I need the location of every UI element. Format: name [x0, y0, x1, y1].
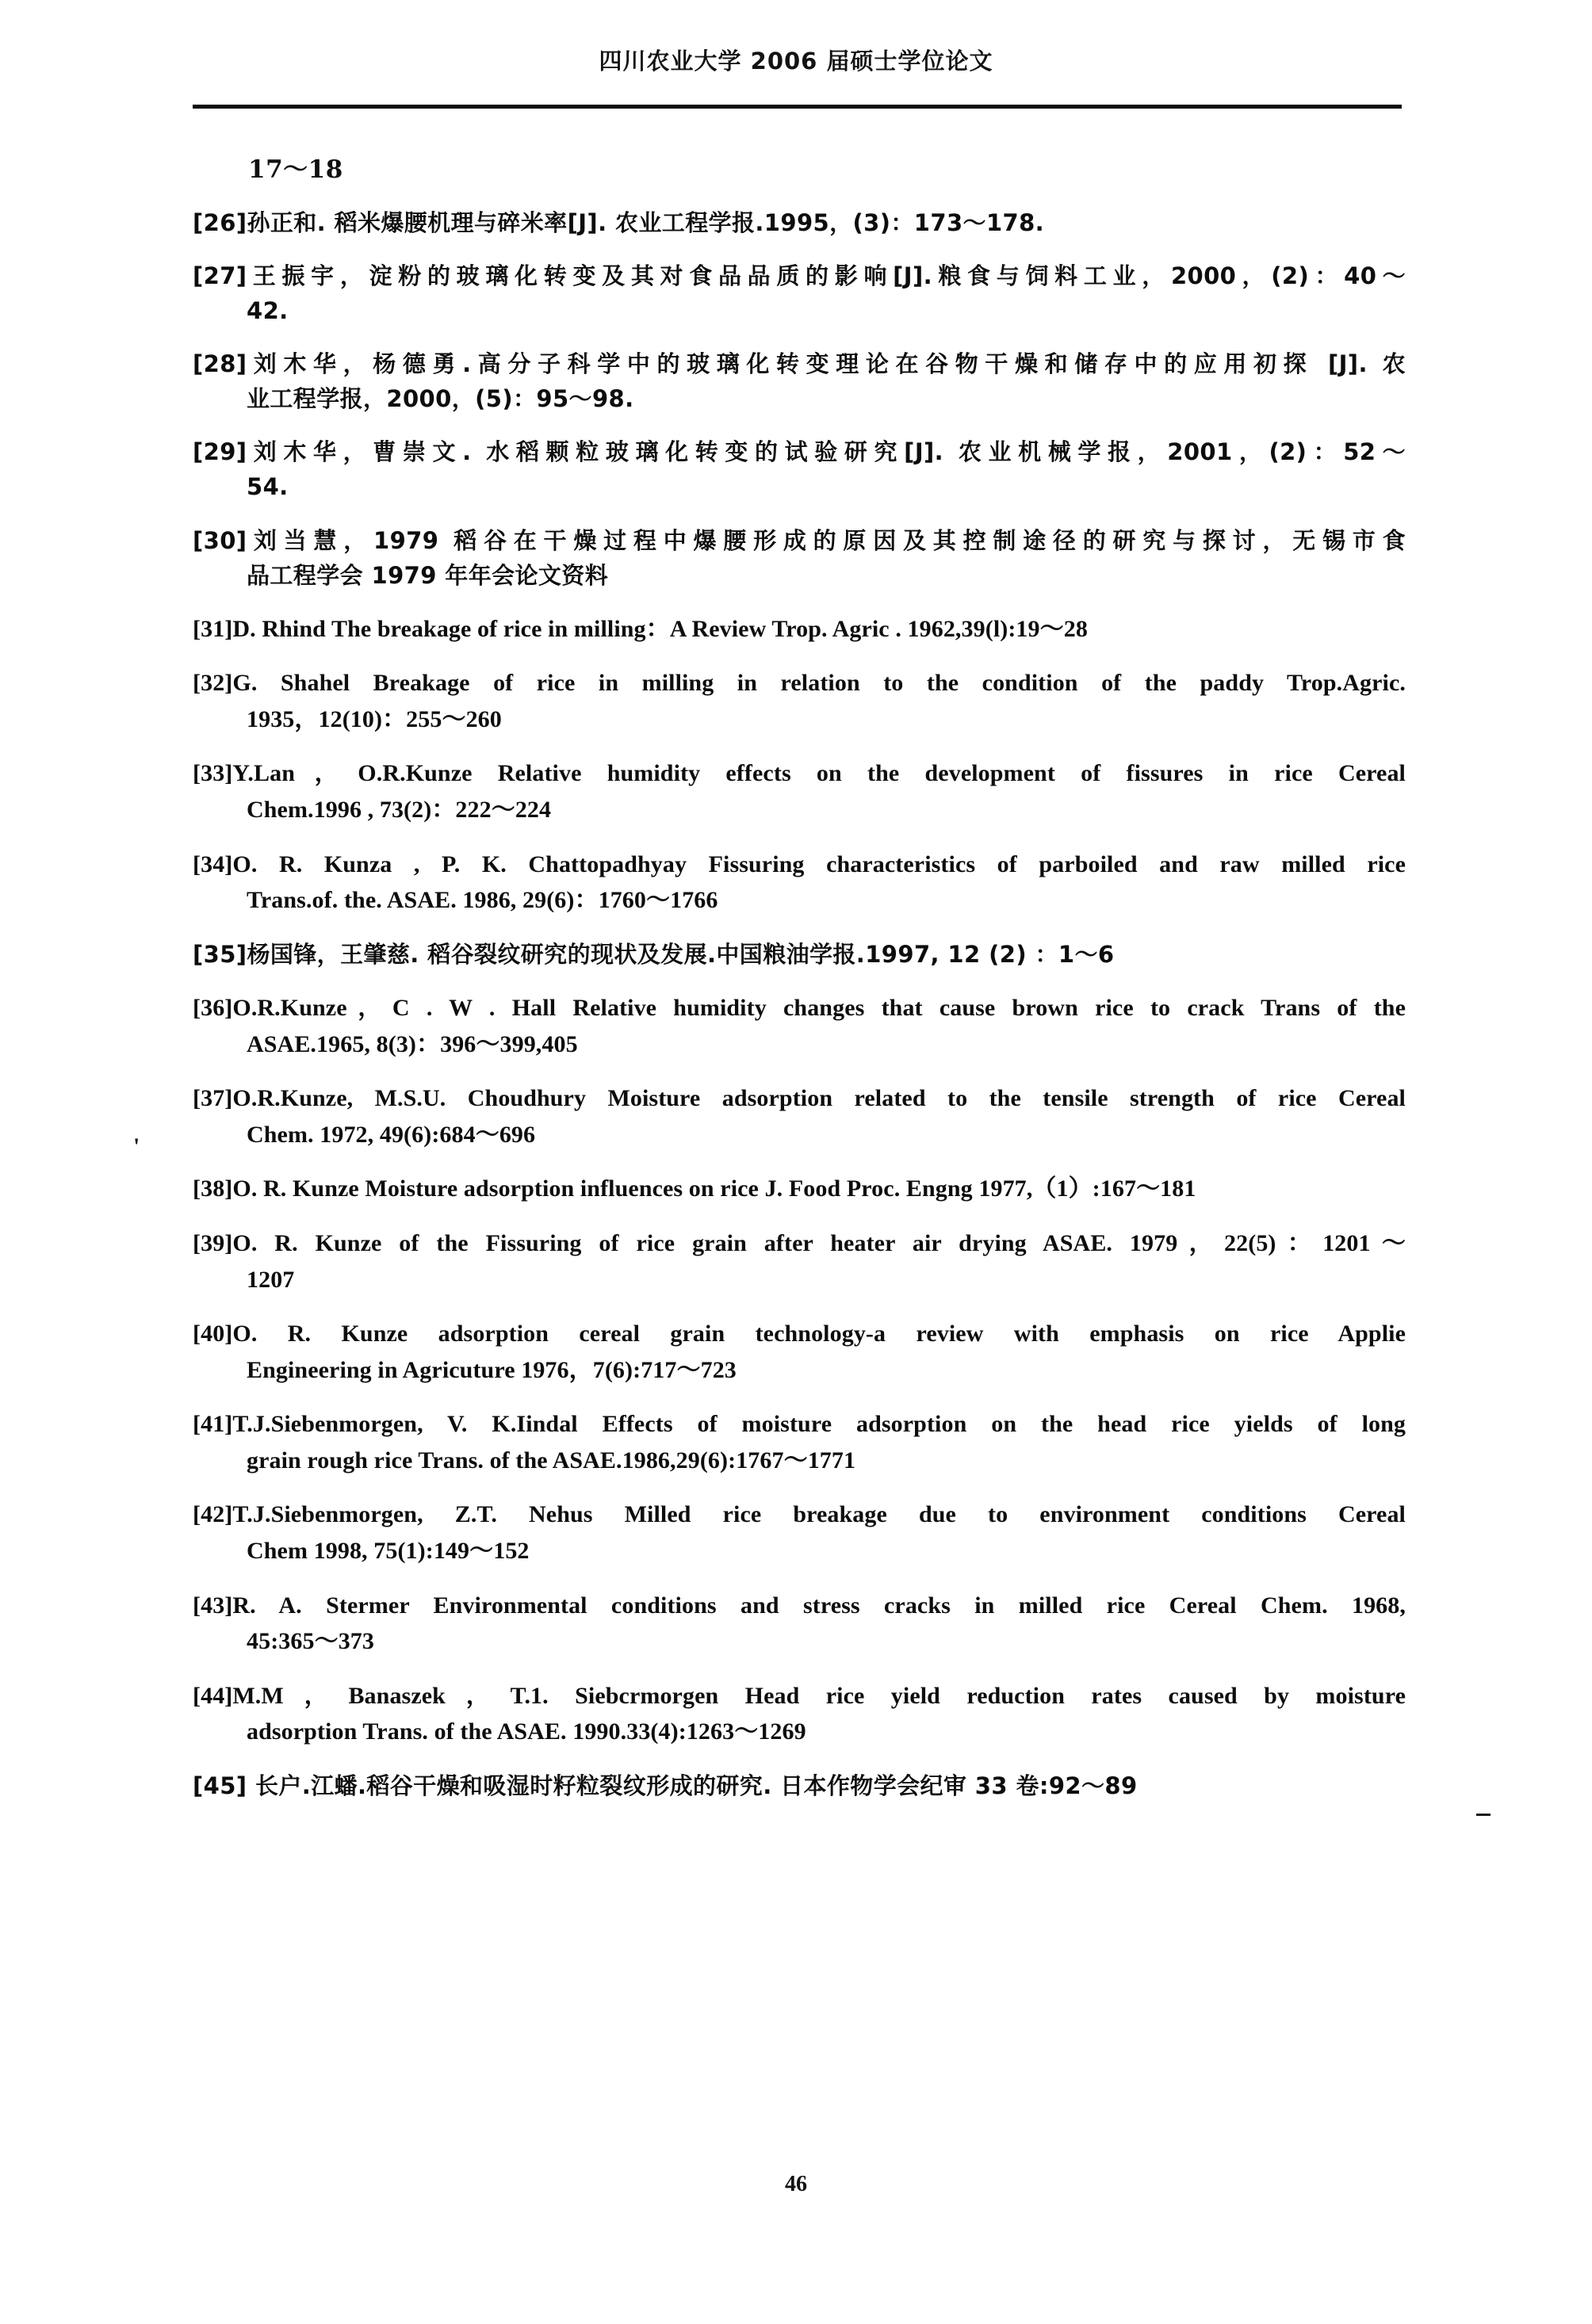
reference-entry [193, 1496, 1406, 1569]
page-number: 46 [785, 2172, 807, 2196]
reference-first-line: [39]O. R. Kunze of the Fissuring of rice grain after heater air drying ASAE. 1979，22(5)：1201～ [193, 1229, 1406, 1256]
reference-entry [193, 611, 1406, 648]
reference-first-line: [26]孙正和. 稻米爆腰机理与碎米率[J]. 农业工程学报.1995，(3)：173～178. [193, 209, 1045, 236]
reference-entry [193, 258, 1406, 328]
reference-first-line: [27]王振宇，淀粉的玻璃化转变及其对食品品质的影响[J].粮食与饲料工业，2000，(2)：40～ [193, 262, 1406, 290]
reference-entry [193, 205, 1406, 240]
reference-first-line: [35]杨国锋，王肇慈. 稻谷裂纹研究的现状及发展.中国粮油学报.1997, 12 (2) ：1～6 [193, 940, 1115, 968]
reference-first-line: [41]T.J.Siebenmorgen, V. K.Iindal Effects of moisture adsorption on the head rice yields of long [193, 1411, 1406, 1438]
reference-entry [193, 1678, 1406, 1750]
reference-entry [193, 665, 1406, 737]
page-header [190, 49, 1402, 105]
reference-continuation-line: Chem.1996 , 73(2)：222～224 [247, 797, 552, 824]
reference-first-line: [36]O.R.Kunze，C . W . Hall Relative humidity changes that cause brown rice to crack Trans of the [193, 994, 1406, 1021]
reference-continuation-line: 54. [247, 473, 289, 501]
references-list [193, 149, 1406, 1821]
reference-entry [193, 990, 1406, 1062]
reference-entry [193, 1080, 1406, 1152]
reference-entry [193, 755, 1406, 828]
reference-entry [193, 1406, 1406, 1478]
reference-continuation-line: Trans.of. the. ASAE. 1986, 29(6)：1760～1766 [247, 887, 718, 914]
reference-entry [193, 523, 1406, 593]
reference-first-line: [31]D. Rhind The breakage of rice in milling：A Review Trop. Agric . 1962,39(l):19～28 [193, 615, 1088, 642]
reference-continuation-line: 42. [247, 297, 289, 325]
reference-entry [193, 1171, 1406, 1207]
reference-continuation-line: Chem 1998, 75(1):149～152 [247, 1538, 530, 1565]
reference-entry [193, 346, 1406, 416]
reference-continuation-line: 1207 [247, 1266, 295, 1293]
reference-continuation-line: 45:365～373 [247, 1628, 374, 1655]
margin-stray-mark-right [1476, 1814, 1491, 1816]
reference-first-line: [38]O. R. Kunze Moisture adsorption influences on rice J. Food Proc. Engng 1977,（1）:167～181 [193, 1175, 1196, 1202]
reference-continuation-line: ASAE.1965, 8(3)：396～399,405 [247, 1030, 578, 1057]
header-rule [193, 105, 1402, 109]
reference-entry [193, 937, 1406, 972]
continuation-page-range: 17～18 [248, 155, 343, 184]
reference-entry [193, 1316, 1406, 1388]
reference-entry [193, 1768, 1406, 1803]
reference-entry [193, 847, 1406, 919]
reference-entry [193, 1588, 1406, 1660]
reference-continuation-line: Engineering in Agricuture 1976，7(6):717～723 [247, 1356, 737, 1383]
reference-first-line: [43]R. A. Stermer Environmental conditions and stress cracks in milled rice Cereal Chem. 1968, [193, 1592, 1406, 1619]
reference-first-line: [30]刘当慧，1979 稻谷在干燥过程中爆腰形成的原因及其控制途径的研究与探讨，无锡市食 [193, 526, 1406, 554]
reference-first-line: [45] 长户.江蟠.稻谷干燥和吸湿时籽粒裂纹形成的研究. 日本作物学会纪审 33 卷:92～89 [193, 1772, 1138, 1800]
reference-entry [193, 1225, 1406, 1298]
reference-entry [193, 434, 1406, 504]
reference-entries [193, 205, 1406, 1803]
reference-first-line: [34]O. R. Kunza , P. K. Chattopadhyay Fissuring characteristics of parboiled and raw milled rice [193, 850, 1406, 877]
reference-continuation-line: 品工程学会 1979 年年会论文资料 [247, 561, 609, 589]
reference-continuation-line: 1935，12(10)：255～260 [247, 705, 502, 732]
reference-first-line: [42]T.J.Siebenmorgen, Z.T. Nehus Milled rice breakage due to environment conditions Cereal [193, 1501, 1406, 1528]
reference-first-line: [37]O.R.Kunze, M.S.U. Choudhury Moisture adsorption related to the tensile strength of rice Cereal [193, 1085, 1406, 1112]
page-header-title: 四川农业大学 2006 届硕士学位论文 [599, 48, 993, 75]
reference-continuation-line: grain rough rice Trans. of the ASAE.1986,29(6):1767～1771 [247, 1447, 856, 1474]
reference-first-line: [28]刘木华，杨德勇.高分子科学中的玻璃化转变理论在谷物干燥和储存中的应用初探 [J]. 农 [193, 350, 1406, 378]
reference-continuation-line: 业工程学报，2000，(5)：95～98. [247, 385, 634, 413]
reference-first-line: [40]O. R. Kunze adsorption cereal grain technology-a review with emphasis on rice Applie [193, 1321, 1406, 1347]
reference-continuation-line: Chem. 1972, 49(6):684～696 [247, 1121, 536, 1148]
reference-first-line: [44]M.M，Banaszek，T.1. Siebcrmorgen Head rice yield reduction rates caused by moisture [193, 1682, 1406, 1709]
reference-first-line: [33]Y.Lan，O.R.Kunze Relative humidity effects on the development of fissures in rice Cereal [193, 760, 1406, 787]
reference-continuation-line: adsorption Trans. of the ASAE. 1990.33(4):1263～1269 [247, 1718, 806, 1745]
margin-stray-mark-left: ' [133, 1133, 140, 1160]
reference-first-line: [32]G. Shahel Breakage of rice in milling in relation to the condition of the paddy Trop.Agric. [193, 670, 1406, 697]
reference-first-line: [29]刘木华，曹崇文. 水稻颗粒玻璃化转变的试验研究[J]. 农业机械学报，2001，(2)：52～ [193, 438, 1406, 466]
